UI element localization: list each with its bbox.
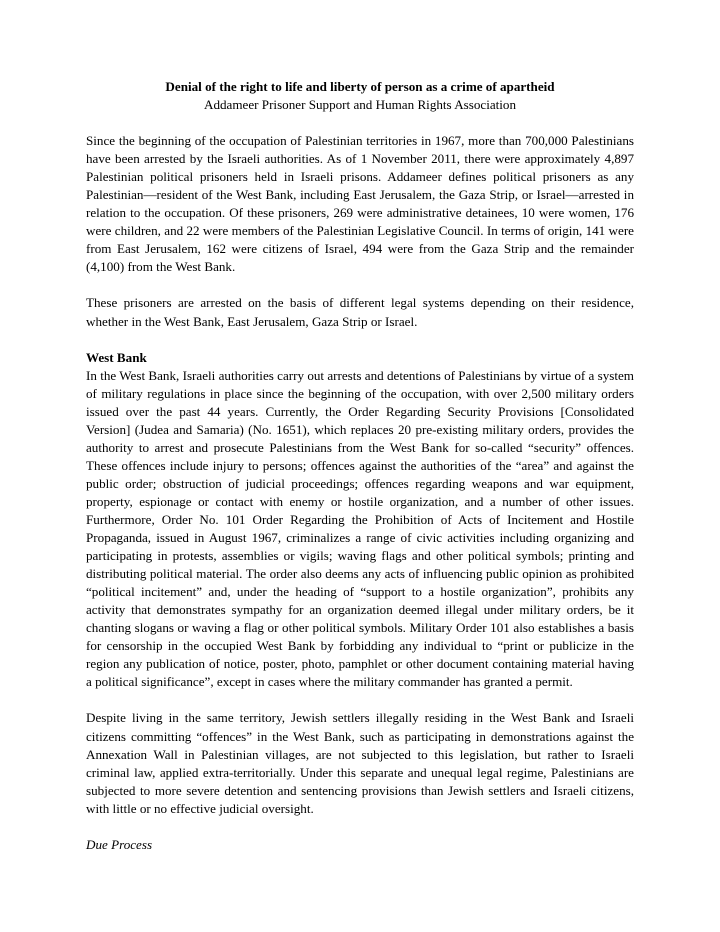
intro-paragraph-1: Since the beginning of the occupation of Palestinian territories in 1967, more than 700,000 Palestinians have been arrested by the Israeli authorities. As of 1 November 2011, there were approximately 4,897 Palestinian political prisoners held in Israeli prisons. Addameer defines political prisoners as any Palestinian—resident of the West Bank, including East Jerusalem, the Gaza Strip, or Israel—arrested in relation to the occupation. Of these prisoners, 269 were administrative detainees, 10 were women, 176 were children, and 22 were members of the Palestinian Legislative Council. In terms of origin, 141 were from East Jerusalem, 162 were citizens of Israel, 494 were from the Gaza Strip and the remainder (4,100) from the West Bank. bbox=[86, 133, 634, 275]
document-title: Denial of the right to life and liberty of person as a crime of apartheid bbox=[165, 79, 555, 94]
west-bank-paragraph-1: In the West Bank, Israeli authorities carry out arrests and detentions of Palestinians by virtue of a system of military regulations in place since the beginning of the occupation, with over 2,500 military orders issued over the past 44 years. Currently, the Order Regarding Security Provisions [Consolidated Version] (Judea and Samaria) (No. 1651), which replaces 20 pre-existing military orders, provides the authority to arrest and prosecute Palestinians from the West Bank for so-called “security” offences. These offences include injury to persons; offences against the authorities of the “area” and against the public order; obstruction of judicial proceedings; offences regarding weapons and war equipment, property, espionage or contact with enemy or hostile organization, and a number of other issues. Furthermore, Order No. 101 Order Regarding the Prohibition of Acts of Incitement and Hostile Propaganda, issued in August 1967, criminalizes a range of civic activities including organizing and participating in protests, assemblies or vigils; waving flags and other political symbols; printing and distributing political material. The order also deems any acts of influencing public opinion as prohibited “political incitement” and, under the heading of “support to a hostile organization”, prohibits any activity that demonstrates sympathy for an organization deemed illegal under military orders, be it chanting slogans or waving a flag or other political symbols. Military Order 101 also establishes a basis for censorship in the occupied West Bank by forbidding any individual to “print or publicize in the region any publication of notice, poster, photo, pamphlet or other document containing material having a political significance”, except in cases where the military commander has granted a permit. bbox=[86, 367, 634, 690]
section-heading-west-bank: West Bank bbox=[86, 349, 147, 365]
document-subtitle: Addameer Prisoner Support and Human Rights Association bbox=[203, 97, 517, 113]
west-bank-paragraph-2: Despite living in the same territory, Jewish settlers illegally residing in the West Bank and Israeli citizens committing “offences” in the West Bank, such as participating in demonstrations against the Annexation Wall in Palestinian villages, are not subjected to this legislation, but rather to Israeli criminal law, applied extra-territorially. Under this separate and unequal legal regime, Palestinians are subjected to more severe detention and sentencing provisions than Jewish settlers and Israeli citizens, with little or no effective judicial oversight. bbox=[86, 710, 634, 816]
intro-paragraph-2: These prisoners are arrested on the basis of different legal systems depending on their residence, whether in the West Bank, East Jerusalem, Gaza Strip or Israel. bbox=[86, 295, 634, 329]
subsection-heading-due-process: Due Process bbox=[86, 836, 153, 852]
